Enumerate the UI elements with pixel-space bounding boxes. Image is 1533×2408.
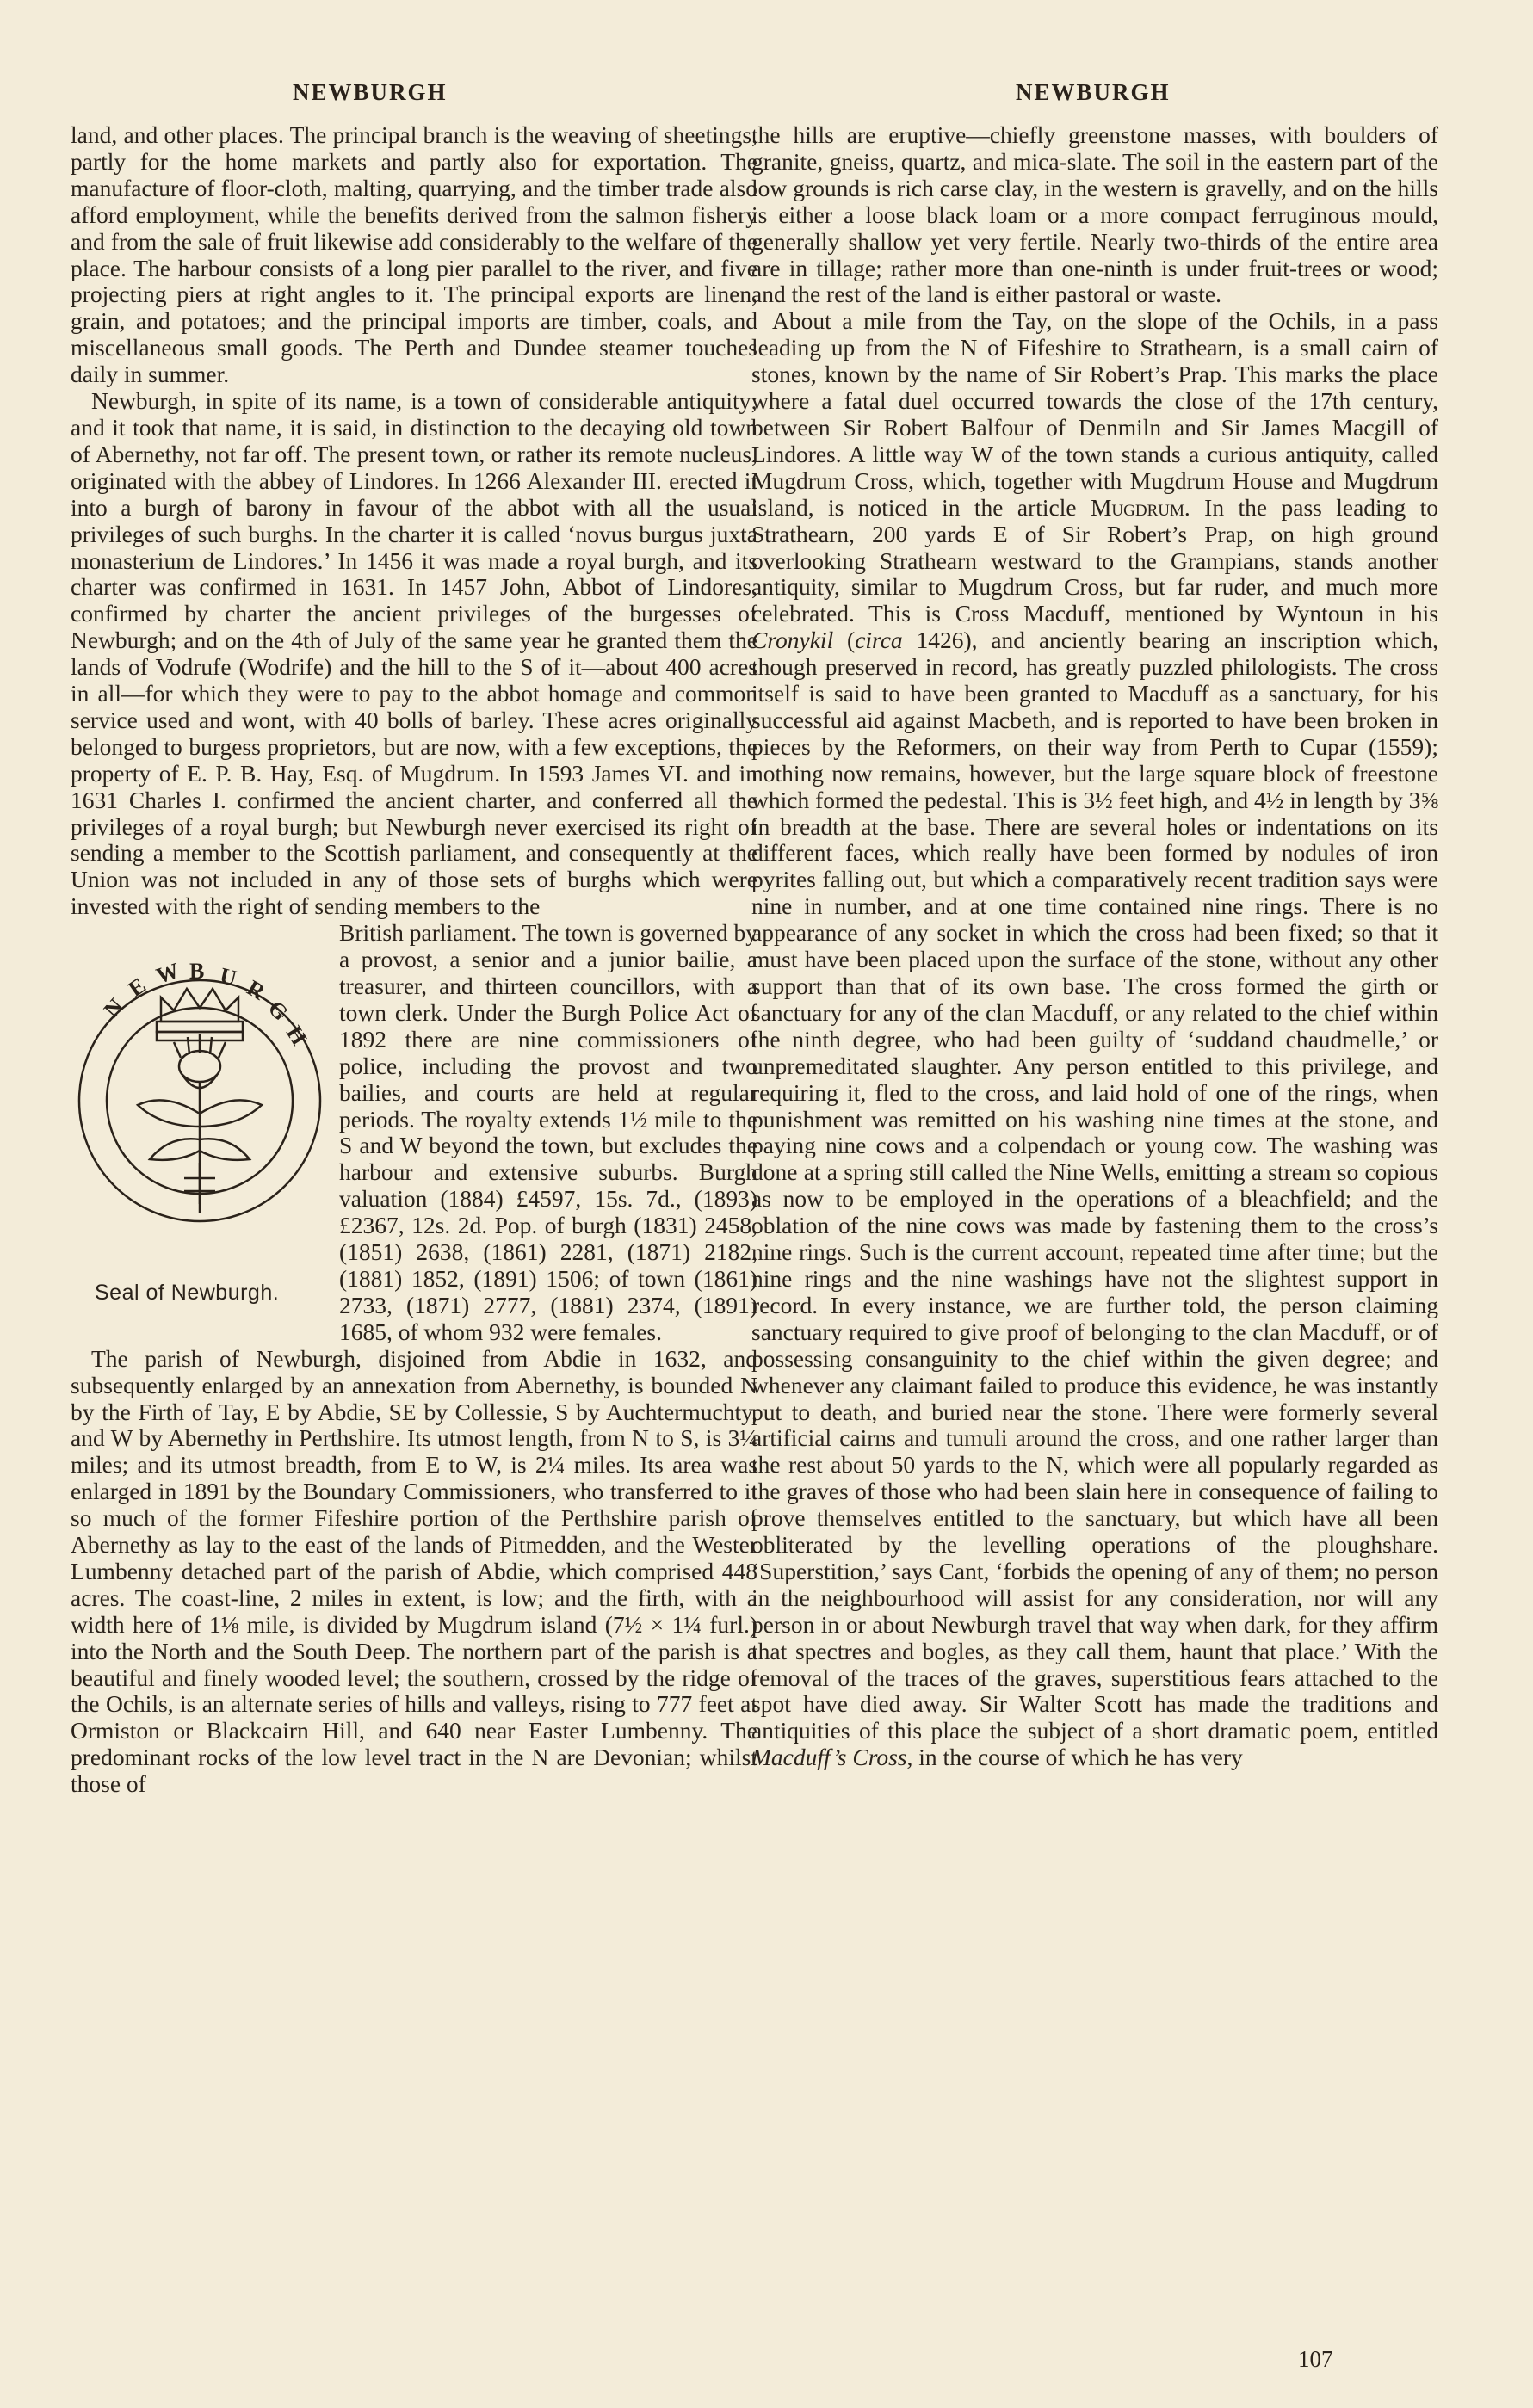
seal-letter: U: [217, 962, 239, 991]
seal-letter: E: [123, 972, 151, 1003]
text-run: About a mile from the Tay, on the slope of the Ochils, in a pass leading up from the N of Fifeshire to Strathearn, is a small cairn of stones, known by the name of Sir Robert’s Prap. This marks the place where a fatal duel occurred towards the close of the 17th century, between Sir Robert Balfour of Denmiln and Sir James Macgill of Lindores. A little way W of the town stands a curious antiquity, called Mugdrum Cross, which, together with Mugdrum House and Mugdrum island, is noticed in the article: [751, 307, 1438, 521]
italic-title: Macduff’s Cross: [751, 1744, 907, 1771]
burgh-seal-icon: [71, 929, 329, 1273]
running-header-right: NEWBURGH: [1016, 79, 1171, 105]
paragraph-text: Newburgh, in spite of its name, is a town of considerable antiquity; and it took that name, it is said, in distinction to the decaying old town of Abernethy, not far off. The present town, or rather its remote nucleus, originated with the abbey of Lindores. In 1266 Alexander III. erected it into a burgh of barony in favour of the abbot with all the usual privileges of such burghs. In the charter it is called ‘novus burgus juxta monasterium de Lindores.’ In 1456 it was made a royal burgh, and its charter was confirmed in 1631. In 1457 John, Abbot of Lindores, confirmed by charter the ancient privileges of the burgesses of Newburgh; and on the 4th of July of the same year he granted them the lands of Vodrufe (Wodrife) and the hill to the S of it—about 400 acres in all—for which they were to pay to the abbot homage and common service used and wont, with 40 bolls of barley. These acres originally belonged to burgess proprietors, but are now, with a few exceptions, the property of E. P. B. Hay, Esq. of Mugdrum. In 1593 James VI. and in 1631 Charles I. confirmed the ancient charter, and conferred all the privileges of a royal burgh; but Newburgh never exercised its right of sending a member to the Scottish parliament, and consequently at the Union was not included in any of those sets of burghs which were invested with the right of sending members to the: [71, 387, 757, 920]
running-header-left: NEWBURGH: [293, 79, 448, 105]
seal-letter: H: [281, 1021, 312, 1050]
paragraph: British parliament. The town is governed by a provost, a senior and a junior bailie, a treasurer, and thirteen councillors, with a town clerk. Under the Burgh Police Act of 1892 there are nine commissioners of police, including the provost and two bailies, and courts are held at regular periods. The royalty extends 1½ mile to the S and W beyond the town, but excludes the harbour and extensive suburbs. Burgh valuation (1884) £4597, 15s. 7d., (1893) £2367, 12s. 2d. Pop. of burgh (1831) 2458, (1851) 2638, (1861) 2281, (1871) 2182, (1881) 1852, (1891) 1506; of town (1861) 2733, (1871) 2777, (1881) 2374, (1891) 1685, of whom 932 were females.: [339, 919, 758, 1345]
seal-letter: B: [189, 959, 205, 985]
paragraph: [71, 388, 757, 920]
cross-reference: Mugdrum: [1090, 493, 1184, 521]
paragraph: the hills are eruptive—chiefly greenstone masses, with boulders of granite, gneiss, quartz, and mica-slate. The soil in the eastern part of the low grounds is rich carse clay, in the western is gravelly, and on the hills is either a loose black loam or a more compact ferruginous mould, generally shallow yet very fertile. Nearly two-thirds of the entire area are in tillage; rather more than one-ninth is under fruit-trees or wood; and the rest of the land is either pastoral or waste.: [751, 121, 1438, 308]
seal-letter: R: [243, 975, 269, 1005]
seal-letter: G: [263, 995, 294, 1026]
page-number: 107: [1298, 2346, 1333, 2372]
paragraph: [751, 308, 1438, 1771]
seal-letter: W: [152, 958, 182, 989]
text-run: 1426), and anciently bearing an inscription which, though preserved in record, has greatly puzzled philologists. The cross itself is said to have been granted to Macduff as a sanctuary, for his successful aid against Macbeth, and is reported to have been broken in pieces by the Reformers, on their way from Perth to Cupar (1559); nothing now remains, however, but the large square block of freestone which formed the pedestal. This is 3½ feet high, and 4½ in length by 3⅝ in breadth at the base. There are several holes or indentations on its different faces, which really have been formed by nodules of iron pyrites falling out, but which a comparatively recent tradition says were nine in number, and at one time contained nine rings. There is no appearance of any socket in which the cross had been fixed; so that it must have been placed upon the surface of the stone, without any other support than that of its own base. The cross formed the girth or sanctuary for any of the clan Macduff, or any related to the chief within the ninth degree, who had been guilty of ‘suddand chaudmelle,’ or unpremeditated slaughter. Any person entitled to this privilege, and requiring it, fled to the cross, and laid hold of one of the rings, when punishment was remitted on his washing nine times at the stone, and paying nine cows and a colpendach or young cow. The washing was done at a spring still called the Nine Wells, emitting a stream so copious as now to be employed in the operations of a bleachfield; and the oblation of the nine cows was made by fastening them to the cross’s nine rings. Such is the current account, repeated time after time; but the nine rings and the nine washings have not the slightest support in record. In every instance, we are further told, the person claiming sanctuary required to give proof of belonging to the clan Macduff, or of possessing consanguinity to the chief within the given degree; and whenever any claimant failed to produce this evidence, he was instantly put to death, and buried near the stone. There were formerly several artificial cairns and tumuli around the cross, and one rather larger than the rest about 50 yards to the N, which were all popularly regarded as the graves of those who had been slain here in consequence of failing to prove themselves entitled to the sanctuary, but which have all been obliterated by the levelling operations of the ploughshare. ‘Superstition,’ says Cant, ‘forbids the opening of any of them; no person in the neighbourhood will assist for any consideration, nor will any person in or about Newburgh travel that way when dark, for they affirm that spectres and bogles, as they call them, haunt that place.’ With the removal of the traces of the graves, superstitious fears attached to the spot have died away. Sir Walter Scott has made the traditions and antiquities of this place the subject of a short dramatic poem, entitled: [751, 627, 1438, 1744]
seal-caption: Seal of Newburgh.: [95, 1281, 280, 1306]
text-run: (: [833, 627, 856, 654]
italic-term: circa: [855, 627, 903, 654]
text-run: . In the pass leading to Strathearn, 200 yards E of Sir Robert’s Prap, on high ground overlooking Strathearn westward to the Grampians, stands another antiquity, similar to Mugdrum Cross, but far ruder, and much more celebrated. This is Cross Macduff, mentioned by Wyntoun in his: [751, 493, 1439, 627]
paragraph: land, and other places. The principal branch is the weaving of sheetings, partly for the home markets and partly also for exportation. The manufacture of floor-cloth, malting, quarrying, and the timber trade also afford employment, while the benefits derived from the salmon fishery and from the sale of fruit likewise add considerably to the welfare of the place. The harbour consists of a long pier parallel to the river, and five projecting piers at right angles to it. The principal exports are linen, grain, and potatoes; and the principal imports are timber, coals, and miscellaneous small goods. The Perth and Dundee steamer touches daily in summer.: [71, 121, 757, 388]
seal-figure: [71, 920, 329, 1324]
text-run: , in the course of which he has very: [906, 1744, 1243, 1771]
seal-letter: N: [98, 993, 129, 1023]
paragraph: The parish of Newburgh, disjoined from Abdie in 1632, and subsequently enlarged by an annexation from Abernethy, is bounded N by the Firth of Tay, E by Abdie, SE by Collessie, S by Auchtermuchty, and W by Abernethy in Perthshire. Its utmost length, from N to S, is 3¼ miles; and its utmost breadth, from E to W, is 2¼ miles. Its area was enlarged in 1891 by the Boundary Commissioners, who transferred to it so much of the former Fifeshire portion of the Perthshire parish of Abernethy as lay to the east of the lands of Pitmedden, and the Wester Lumbenny detached part of the parish of Abdie, which comprised 448 acres. The coast-line, 2 miles in extent, is low; and the firth, with a width here of 1⅛ mile, is divided by Mugdrum island (7½ × 1¼ furl.) into the North and the South Deep. The northern part of the parish is a beautiful and finely wooded level; the southern, crossed by the ridge of the Ochils, is an alternate series of hills and valleys, rising to 777 feet at Ormiston or Blackcairn Hill, and 640 near Easter Lumbenny. The predominant rocks of the low level tract in the N are Devonian; whilst those of: [71, 1344, 757, 1798]
left-column: [71, 122, 757, 1798]
italic-title: Cronykil: [751, 627, 834, 654]
right-column: [751, 122, 1438, 1771]
